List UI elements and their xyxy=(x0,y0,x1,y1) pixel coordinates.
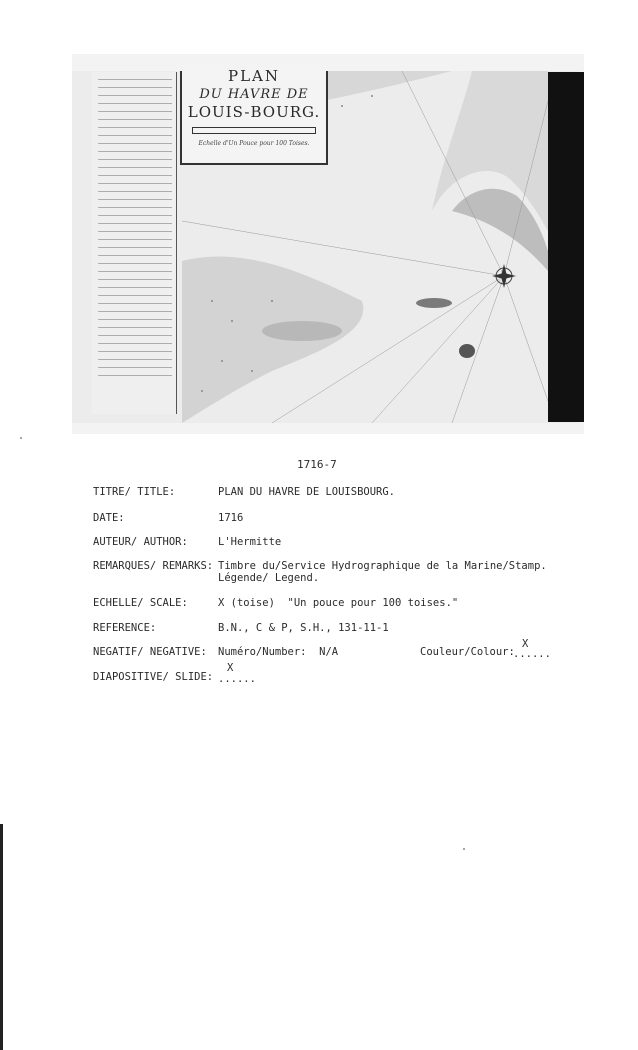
map-title-line3: LOUIS-BOURG. xyxy=(187,103,321,121)
field-label-date: DATE: xyxy=(93,512,125,524)
field-value-author: L'Hermitte xyxy=(218,536,282,548)
field-label-reference: REFERENCE: xyxy=(93,622,157,634)
field-label-scale: ECHELLE/ SCALE: xyxy=(93,597,188,609)
map-scale-bar xyxy=(192,127,316,134)
field-value-scale: X (toise) "Un pouce pour 100 toises." xyxy=(218,597,459,609)
photo-dark-edge xyxy=(548,72,584,422)
scan-speck xyxy=(463,848,465,850)
map-title-line1: PLAN xyxy=(227,67,280,85)
field-label-colour: Couleur/Colour: xyxy=(420,646,515,658)
scan-edge-bar xyxy=(0,824,3,1050)
field-value-negative: Numéro/Number: N/A xyxy=(218,646,339,658)
map-title-line2: DU HAVRE DE xyxy=(199,87,309,102)
field-label-slide: DIAPOSITIVE/ SLIDE: xyxy=(93,671,214,683)
slide-dots: ...... xyxy=(218,673,256,685)
map-scale-caption: Echelle d'Un Pouce pour 100 Toises. xyxy=(198,140,310,147)
field-value-remarks-line2: Légende/ Legend. xyxy=(218,572,320,584)
map-title-cartouche xyxy=(180,67,328,165)
colour-mark: X xyxy=(522,638,529,650)
field-label-negative: NEGATIF/ NEGATIVE: xyxy=(93,646,207,658)
field-label-author: AUTEUR/ AUTHOR: xyxy=(93,536,188,548)
field-value-reference: B.N., C & P, S.H., 131-11-1 xyxy=(218,622,389,634)
scan-speck xyxy=(20,437,22,439)
field-value-remarks: Timbre du/Service Hydrographique de la Marine/Stamp. xyxy=(218,560,547,572)
slide-mark: X xyxy=(227,662,234,674)
map-legend xyxy=(92,72,177,414)
field-label-title: TITRE/ TITLE: xyxy=(93,486,176,498)
colour-dots: ...... xyxy=(513,648,551,660)
field-value-date: 1716 xyxy=(218,512,244,524)
field-value-title: PLAN DU HAVRE DE LOUISBOURG. xyxy=(218,486,396,498)
field-label-remarks: REMARQUES/ REMARKS: xyxy=(93,560,214,572)
reference-number: 1716-7 xyxy=(297,458,337,471)
map-photograph xyxy=(72,54,584,434)
